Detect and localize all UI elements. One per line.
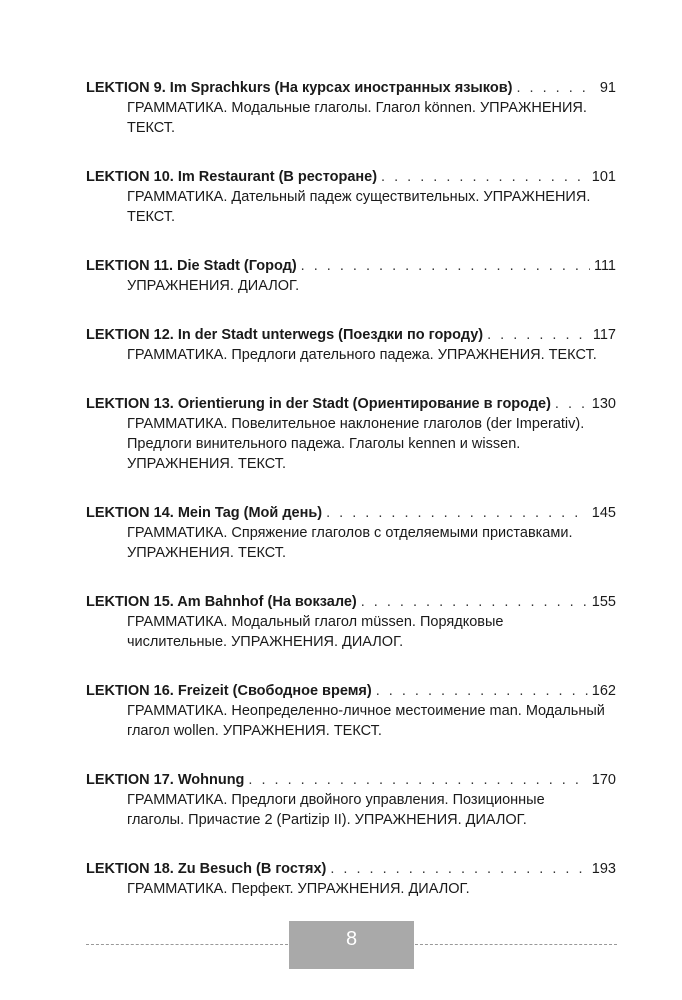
dot-leader [376,681,588,701]
description-line: УПРАЖНЕНИЯ. ТЕКСТ. [127,545,287,561]
entry-page-number: 111 [593,258,616,274]
description-line: УПРАЖНЕНИЯ. ДИАЛОГ. [127,278,300,294]
entry-title: LEKTION 12. In der Stadt unterwegs (Поездки по городу) [86,327,484,343]
dot-leader [248,770,587,790]
dot-leader [301,256,590,276]
entry-description [127,414,616,474]
toc-entry-heading[interactable] [86,394,616,414]
table-of-contents [86,78,616,928]
dot-leader [555,394,588,414]
entry-description [127,701,616,741]
footer-divider-right [415,944,617,945]
description-line: ГРАММАТИКА. Перфект. УПРАЖНЕНИЯ. ДИАЛОГ. [127,881,470,897]
toc-entry-heading[interactable] [86,503,616,523]
entry-description [127,523,616,563]
toc-entry-heading[interactable] [86,859,616,879]
description-line: ГРАММАТИКА. Повелительное наклонение глаголов (der Imperativ). [127,416,585,432]
description-line: ГРАММАТИКА. Неопределенно-личное местоимение man. Модальный [127,703,605,719]
description-line: ГРАММАТИКА. Спряжение глаголов с отделяемыми приставками. [127,525,573,541]
toc-entry-lektion-16 [86,681,616,741]
entry-page-number: 145 [591,505,616,521]
toc-entry-lektion-18 [86,859,616,899]
entry-title: LEKTION 13. Orientierung in der Stadt (Ориентирование в городе) [86,396,551,412]
toc-entry-lektion-15 [86,592,616,652]
entry-description [127,276,616,296]
entry-description [127,612,616,652]
entry-title: LEKTION 9. Im Sprachkurs (На курсах иностранных языков) [86,80,513,96]
toc-entry-heading[interactable] [86,167,616,187]
entry-title: LEKTION 17. Wohnung [86,772,245,788]
dot-leader [330,859,587,879]
entry-description [127,345,616,365]
entry-page-number: 130 [591,396,616,412]
description-line: УПРАЖНЕНИЯ. ТЕКСТ. [127,456,287,472]
toc-entry-heading[interactable] [86,770,616,790]
description-line: ГРАММАТИКА. Предлоги двойного управления. Позиционные [127,792,545,808]
page-footer [0,921,682,969]
entry-page-number: 193 [591,861,616,877]
description-line: ТЕКСТ. [127,120,176,136]
toc-entry-lektion-10 [86,167,616,227]
dot-leader [381,167,588,187]
description-line: глаголы. Причастие 2 (Partizip II). УПРАЖНЕНИЯ. ДИАЛОГ. [127,812,527,828]
description-line: ТЕКСТ. [127,209,176,225]
toc-entry-heading[interactable] [86,592,616,612]
entry-title: LEKTION 16. Freizeit (Свободное время) [86,683,372,699]
dot-leader [326,503,588,523]
toc-entry-lektion-13 [86,394,616,474]
toc-entry-heading[interactable] [86,325,616,345]
description-line: ГРАММАТИКА. Предлоги дательного падежа. УПРАЖНЕНИЯ. ТЕКСТ. [127,347,597,363]
entry-title: LEKTION 11. Die Stadt (Город) [86,258,297,274]
entry-description [127,790,616,830]
entry-description [127,98,616,138]
toc-entry-heading[interactable] [86,256,616,276]
entry-page-number: 117 [592,327,616,343]
toc-entry-lektion-17 [86,770,616,830]
entry-page-number: 91 [599,80,616,96]
toc-entry-heading[interactable] [86,78,616,98]
dot-leader [516,78,595,98]
toc-entry-lektion-14 [86,503,616,563]
entry-title: LEKTION 18. Zu Besuch (В гостях) [86,861,327,877]
description-line: Предлоги винительного падежа. Глаголы kennen и wissen. [127,436,521,452]
toc-entry-lektion-11 [86,256,616,296]
description-line: ГРАММАТИКА. Дательный падеж существительных. УПРАЖНЕНИЯ. [127,189,591,205]
entry-page-number: 170 [591,772,616,788]
description-line: ГРАММАТИКА. Модальный глагол müssen. Порядковые [127,614,504,630]
entry-title: LEKTION 15. Am Bahnhof (На вокзале) [86,594,357,610]
entry-description [127,187,616,227]
toc-entry-heading[interactable] [86,681,616,701]
toc-entry-lektion-9 [86,78,616,138]
page-number: 8 [345,928,358,950]
entry-title: LEKTION 14. Mein Tag (Мой день) [86,505,323,521]
description-line: глагол wollen. УПРАЖНЕНИЯ. ТЕКСТ. [127,723,382,739]
entry-page-number: 155 [591,594,616,610]
toc-entry-lektion-12 [86,325,616,365]
description-line: числительные. УПРАЖНЕНИЯ. ДИАЛОГ. [127,634,404,650]
description-line: ГРАММАТИКА. Модальные глаголы. Глагол können. УПРАЖНЕНИЯ. [127,100,587,116]
footer-divider-left [86,944,288,945]
entry-description [127,879,616,899]
entry-title: LEKTION 10. Im Restaurant (В ресторане) [86,169,378,185]
dot-leader [487,325,589,345]
dot-leader [361,592,588,612]
page-number-box [289,921,414,969]
entry-page-number: 101 [591,169,616,185]
entry-page-number: 162 [591,683,616,699]
